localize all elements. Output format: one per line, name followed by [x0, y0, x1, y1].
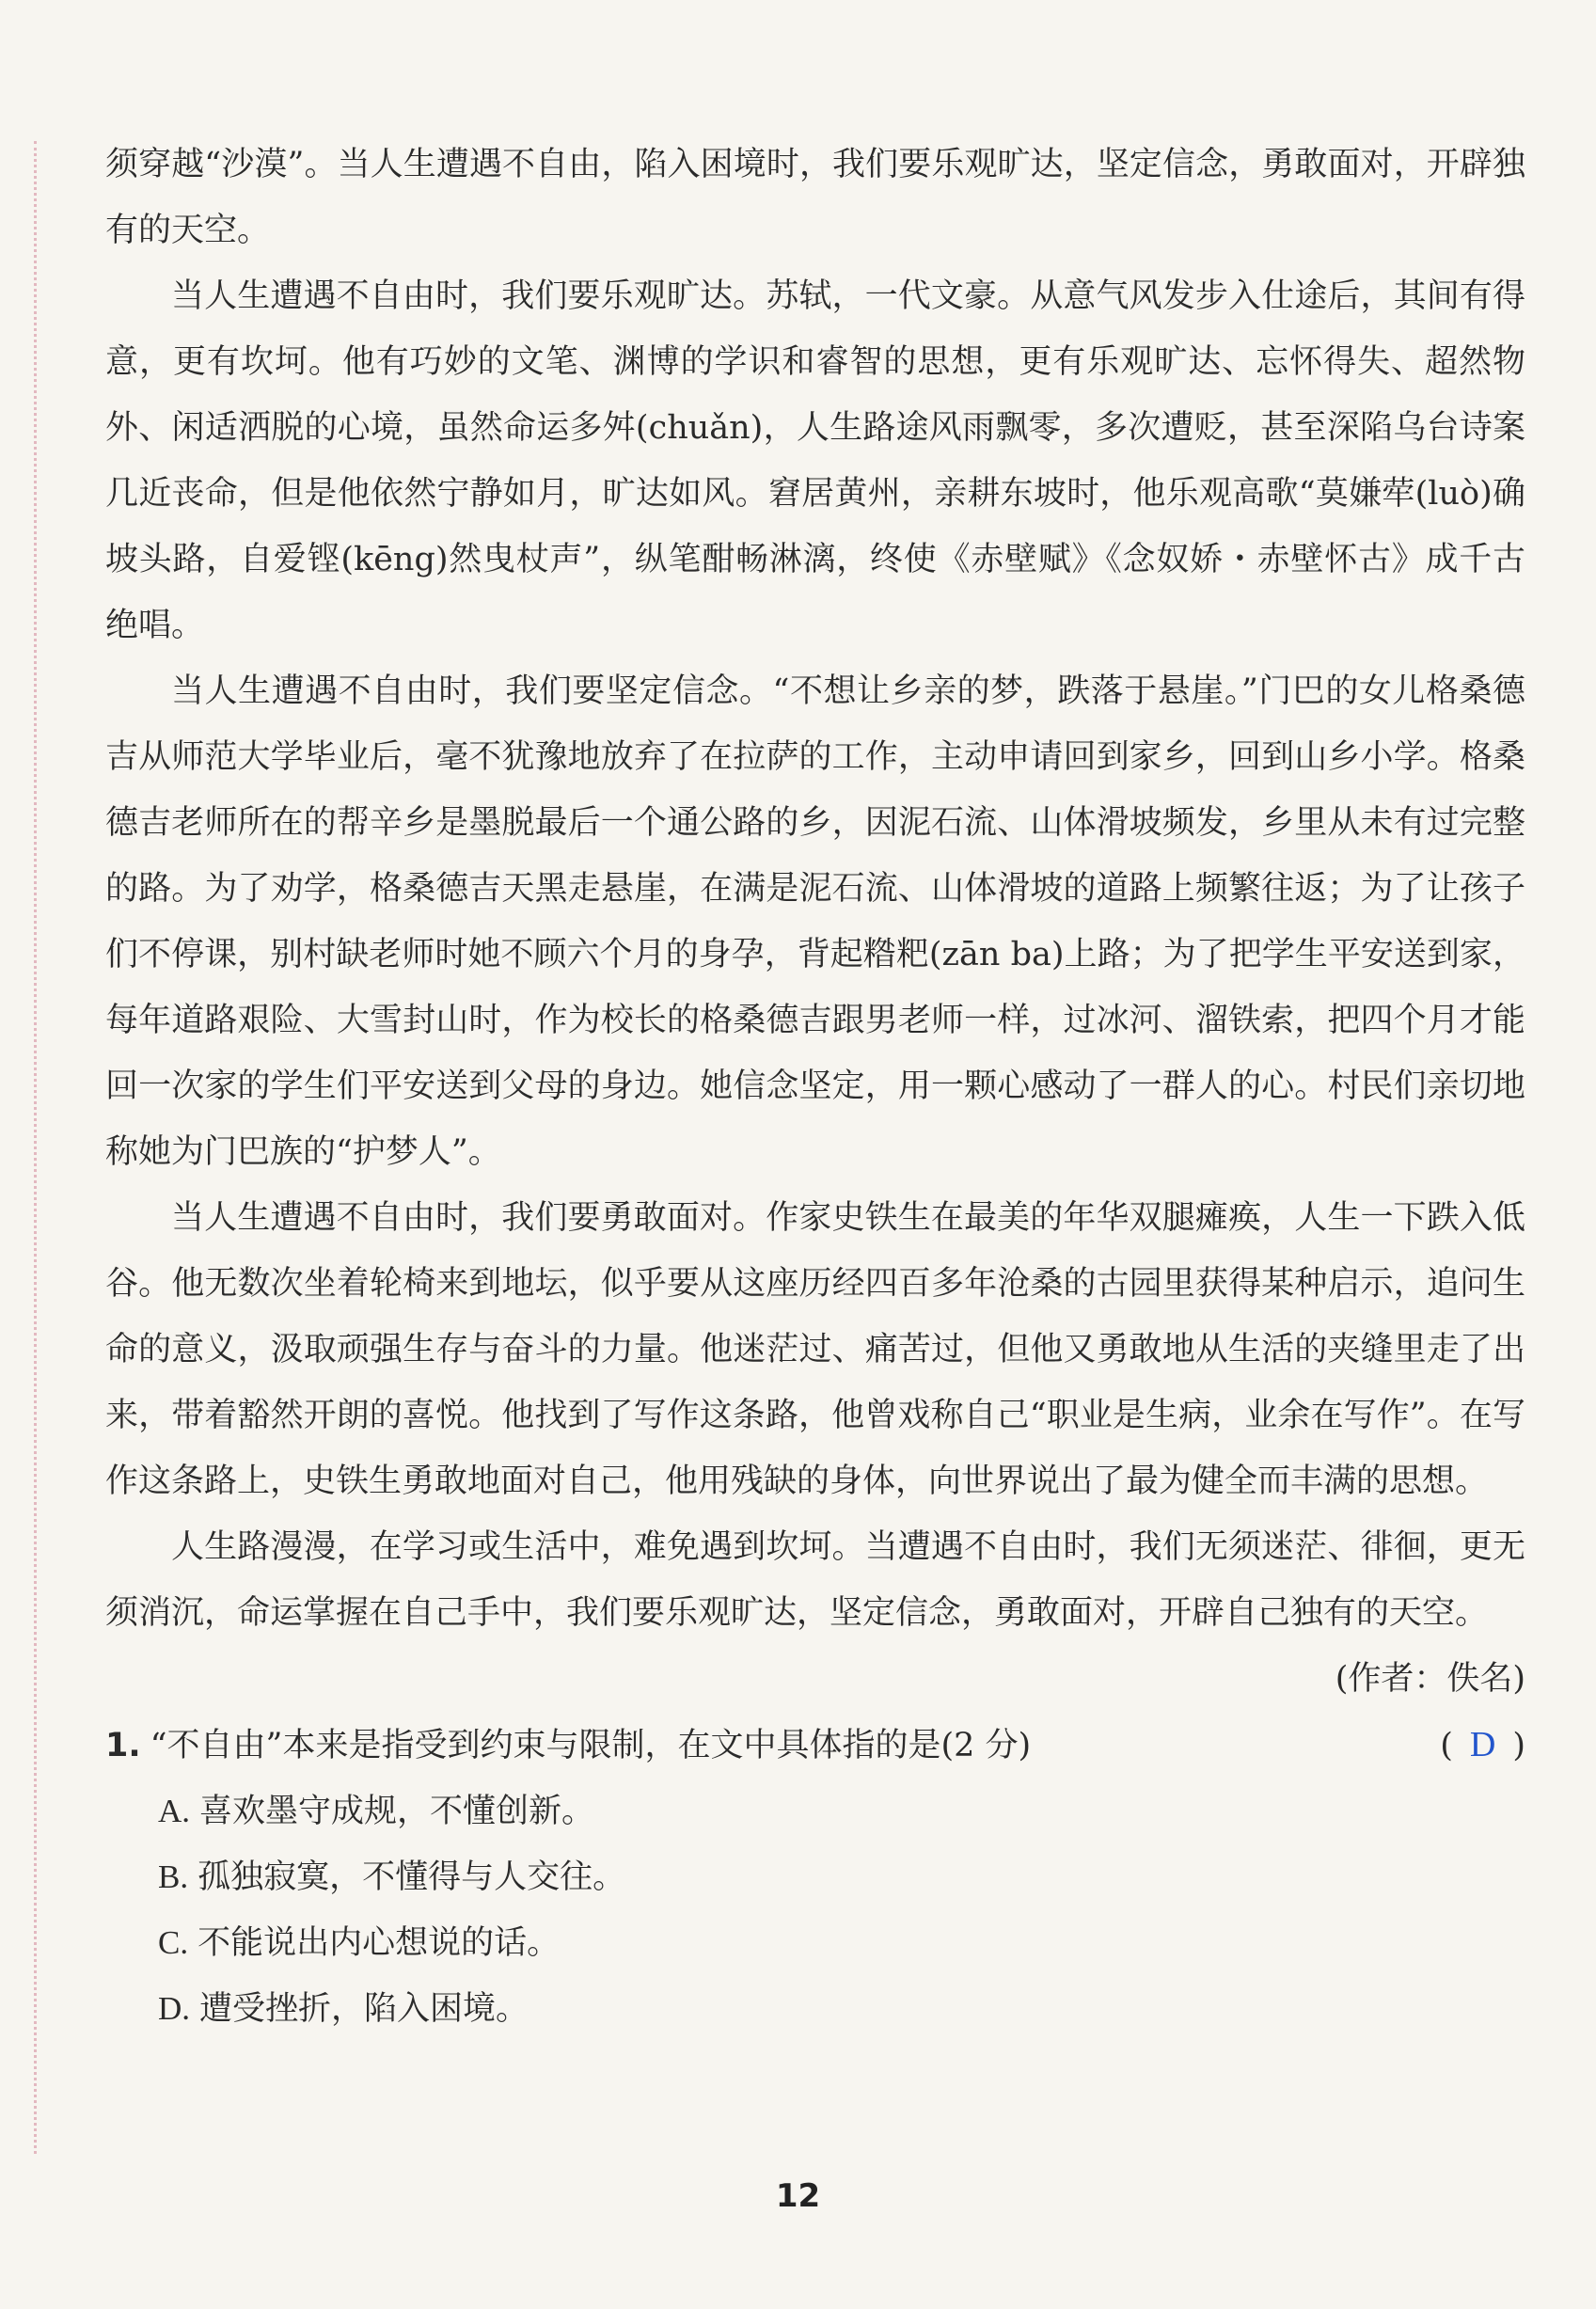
- paragraph-continuation: 须穿越“沙漠”。当人生遭遇不自由，陷入困境时，我们要乐观旷达，坚定信念，勇敢面对，开辟独有的天空。: [105, 146, 1525, 249]
- paragraph-gesang-deji: 当人生遭遇不自由时，我们要坚定信念。“不想让乡亲的梦，跌落于悬崖。”门巴的女儿格桑德吉从师范大学毕业后，毫不犹豫地放弃了在拉萨的工作，主动申请回到家乡，回到山乡小学。格桑德吉老师所在的帮辛乡是墨脱最后一个通公路的乡，因泥石流、山体滑坡频发，乡里从未有过完整的路。为了劝学，格桑德吉天黑走悬崖，在满是泥石流、山体滑坡的道路上频繁往返；为了让孩子们不停课，别村缺老师时她不顾六个月的身孕，背起糌粑(zān ba)上路；为了把学生平安送到家，每年道路艰险、大雪封山时，作为校长的格桑德吉跟男老师一样，过冰河、溜铁索，把四个月才能回一次家的学生们平安送到父母的身边。她信念坚定，用一颗心感动了一群人的心。村民们亲切地称她为门巴族的“护梦人”。: [105, 672, 1525, 1171]
- paragraph-conclusion: 人生路漫漫，在学习或生活中，难免遇到坎坷。当遭遇不自由时，我们无须迷茫、徘徊，更无须消沉，命运掌握在自己手中，我们要乐观旷达，坚定信念，勇敢面对，开辟自己独有的天空。: [105, 1528, 1525, 1632]
- option-text: 遭受挫折，陷入困境。: [199, 1990, 529, 2028]
- option-d: [105, 1976, 1525, 2042]
- paragraph-shi-tiesheng: 当人生遭遇不自由时，我们要勇敢面对。作家史铁生在最美的年华双腿瘫痪，人生一下跌入低谷。他无数次坐着轮椅来到地坛，似乎要从这座历经四百多年沧桑的古园里获得某种启示，追问生命的意义，汲取顽强生存与奋斗的力量。他迷茫过、痛苦过，但他又勇敢地从生活的夹缝里走了出来，带着豁然开朗的喜悦。他找到了写作这条路，他曾戏称自己“职业是生病，业余在写作”。在写作这条路上，史铁生勇敢地面对自己，他用残缺的身体，向世界说出了最为健全而丰满的思想。: [105, 1199, 1525, 1500]
- option-b: [105, 1844, 1525, 1910]
- answer-box: [1440, 1712, 1525, 1779]
- question-text: “不自由”本来是指受到约束与限制，在文中具体指的是(2 分): [150, 1727, 1032, 1764]
- answer-paren-open: (: [1440, 1727, 1453, 1764]
- option-a: [105, 1779, 1525, 1844]
- option-c: [105, 1910, 1525, 1976]
- answer-paren-close: ): [1512, 1727, 1525, 1764]
- option-letter: C.: [158, 1924, 189, 1961]
- answer-letter: D: [1469, 1725, 1496, 1764]
- option-letter: D.: [158, 1990, 191, 2027]
- option-text: 孤独寂寞，不懂得与人交往。: [198, 1858, 626, 1896]
- question-number: 1.: [105, 1727, 141, 1764]
- option-text: 喜欢墨守成规，不懂创新。: [199, 1793, 595, 1830]
- article-body: [105, 132, 1525, 2042]
- margin-dotted-line: [34, 141, 37, 2154]
- author-credit: (作者：佚名): [1335, 1660, 1525, 1698]
- page-number: 12: [775, 2177, 821, 2215]
- option-text: 不能说出内心想说的话。: [198, 1924, 561, 1962]
- option-letter: B.: [158, 1858, 189, 1895]
- question-1: [105, 1712, 1525, 1779]
- option-letter: A.: [158, 1793, 191, 1829]
- paragraph-su-shi: 当人生遭遇不自由时，我们要乐观旷达。苏轼，一代文豪。从意气风发步入仕途后，其间有得意，更有坎坷。他有巧妙的文笔、渊博的学识和睿智的思想，更有乐观旷达、忘怀得失、超然物外、闲适洒脱的心境，虽然命运多舛(chuǎn)，人生路途风雨飘零，多次遭贬，甚至深陷乌台诗案几近丧命，但是他依然宁静如月，旷达如风。窘居黄州，亲耕东坡时，他乐观高歌“莫嫌荦(luò)确坡头路，自爱铿(kēng)然曳杖声”，纵笔酣畅淋漓，终使《赤壁赋》《念奴娇・赤壁怀古》成千古绝唱。: [105, 277, 1525, 644]
